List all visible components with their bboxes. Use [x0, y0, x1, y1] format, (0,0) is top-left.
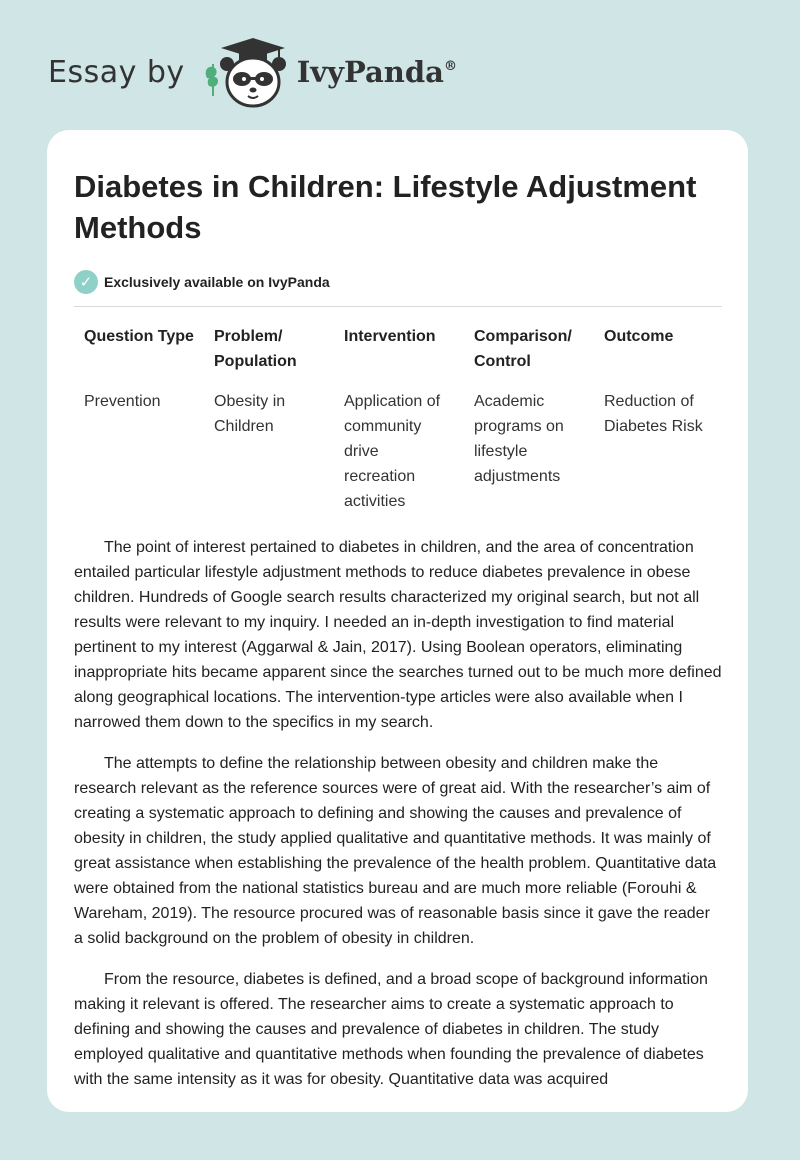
brand-name[interactable]: IvyPanda® — [296, 55, 457, 89]
column-header: Problem/ Population — [214, 328, 297, 370]
essay-card — [47, 130, 748, 1112]
table-header-row — [74, 321, 724, 389]
exclusive-label: Exclusively available on IvyPanda — [104, 274, 330, 290]
column-header: Outcome — [604, 328, 674, 345]
body-paragraph: The point of interest pertained to diabetes in children, and the area of concentration entailed particular lifestyle adjustment methods to reduce diabetes prevalence in obese children. Hundreds of Google search results characterized my original search, but not all results were relevant to my inquiry. I needed an in-depth investigation to find material pertinent to my interest (Aggarwal & Jain, 2017). Using Boolean operators, eliminating inappropriate hits became apparent since the searches turned out to be much more defined along geographical locations. The intervention-type articles were also available when I narrowed them down to the specifics in my search. — [74, 539, 722, 731]
table-cell: Prevention — [84, 393, 161, 410]
table-cell: Academic programs on lifestyle adjustments — [474, 393, 564, 485]
exclusive-badge — [74, 268, 722, 296]
table-cell: Reduction of Diabetes Risk — [604, 393, 703, 435]
table-row — [74, 389, 724, 514]
body-paragraph: The attempts to define the relationship between obesity and children make the research relevant as the reference sources were of great aid. With the researcher’s aim of creating a systematic approach to defining and showing the causes and prevalence of obesity in children, the study applied qualitative and quantitative methods. It was mainly of great assistance when establishing the prevalence of the health problem. Quantitative data were obtained from the national statistics bureau and are much more reliable (Forouhi & Wareham, 2019). The resource procured was of reasonable basis since it gave the reader a solid background on the problem of obesity in children. — [74, 755, 717, 947]
column-header: Intervention — [344, 328, 436, 345]
divider — [74, 306, 722, 307]
pico-table — [74, 321, 724, 514]
table-cell: Application of community drive recreation activities — [344, 393, 441, 510]
table-cell: Obesity in Children — [214, 393, 286, 435]
body-paragraph: From the resource, diabetes is defined, and a broad scope of background information making it relevant is offered. The researcher aims to create a systematic approach to defining and showing the causes and prevalence of diabetes in children. The study employed qualitative and quantitative methods when founding the prevalence of diabetes with the same intensity as it was for obesity. Quantitative data was acquired — [74, 971, 708, 1088]
site-header — [48, 34, 457, 110]
column-header: Comparison/ Control — [474, 328, 572, 370]
essay-title: Diabetes in Children: Lifestyle Adjustment Methods — [74, 169, 697, 245]
essay-by-label: Essay by — [48, 54, 185, 90]
column-header: Question Type — [84, 328, 194, 345]
registered-mark: ® — [443, 59, 457, 74]
panda-logo-icon[interactable] — [199, 34, 291, 110]
check-circle-icon: ✓ — [74, 270, 98, 294]
